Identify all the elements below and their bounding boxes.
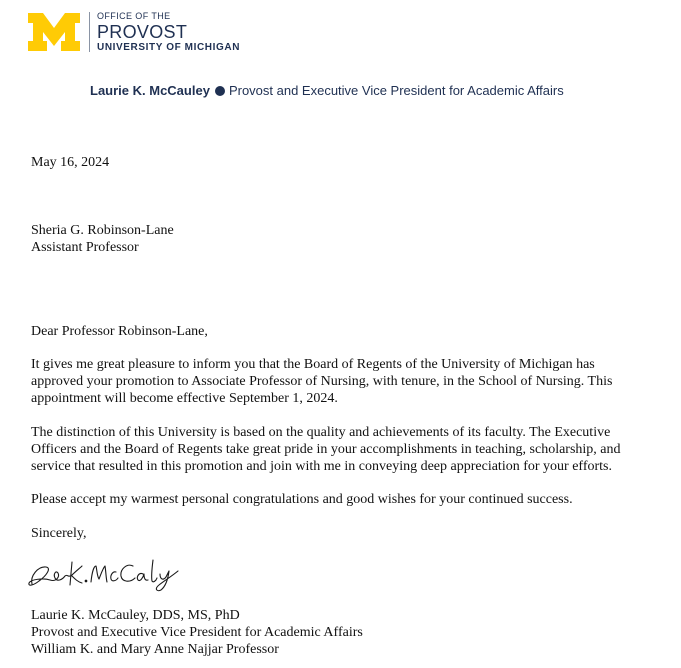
paragraph-line: Officers and the Board of Regents take great pride in your accomplishments in teaching, scholarship, and — [31, 442, 621, 457]
provost-title: Provost and Executive Vice President for Academic Affairs — [228, 83, 564, 98]
paragraph-line: appointment will become effective September 1, 2024. — [31, 391, 338, 406]
recipient-name: Sheria G. Robinson-Lane — [31, 223, 174, 238]
letter-date: May 16, 2024 — [31, 155, 110, 170]
signer-name: Laurie K. McCauley, DDS, MS, PhD — [31, 608, 240, 623]
handwritten-signature-icon — [26, 554, 182, 594]
paragraph-distinction — [31, 424, 663, 475]
paragraph-promotion — [31, 356, 663, 407]
paragraph-line: The distinction of this University is based on the quality and achievements of its faculty. The Executive — [31, 425, 611, 440]
block-m-logo — [28, 13, 80, 51]
paragraph-line: service that resulted in this promotion and join with me in conveying deep appreciation for your efforts. — [31, 459, 612, 474]
salutation: Dear Professor Robinson-Lane, — [31, 324, 208, 339]
provost-name: Laurie K. McCauley — [90, 83, 210, 98]
closing: Sincerely, — [31, 526, 87, 541]
recipient-title: Assistant Professor — [31, 240, 139, 255]
paragraph-line: approved your promotion to Associate Professor of Nursing, with tenure, in the School of Nursing. This — [31, 374, 613, 389]
letterhead-divider — [89, 12, 90, 52]
provost-text: PROVOST — [97, 21, 188, 42]
letterhead-wordmark — [97, 12, 240, 53]
provost-name-line — [90, 83, 564, 98]
signer-title: Provost and Executive Vice President for Academic Affairs — [31, 625, 363, 640]
bullet-dot-icon — [215, 86, 225, 96]
signer-chair: William K. and Mary Anne Najjar Professor — [31, 642, 279, 657]
paragraph-line: It gives me great pleasure to inform you that the Board of Regents of the University of Michigan has — [31, 357, 595, 372]
letterhead — [28, 10, 240, 54]
university-text: UNIVERSITY OF MICHIGAN — [97, 41, 241, 53]
paragraph-line: Please accept my warmest personal congratulations and good wishes for your continued success. — [31, 492, 573, 507]
office-of-the-text: OFFICE OF THE — [97, 10, 171, 21]
paragraph-congratulations — [31, 491, 663, 508]
